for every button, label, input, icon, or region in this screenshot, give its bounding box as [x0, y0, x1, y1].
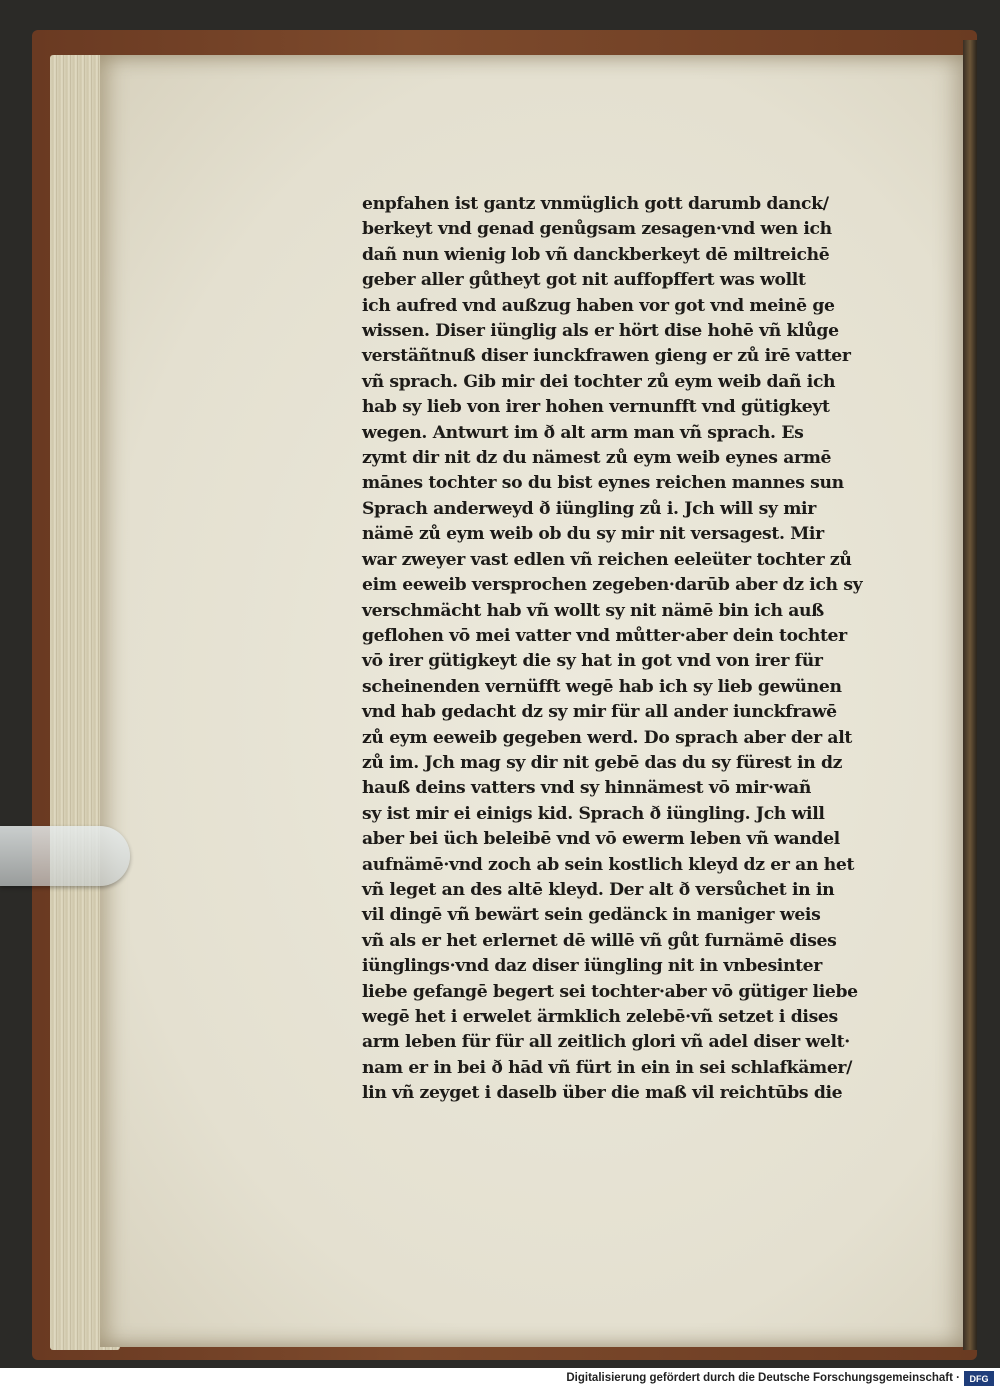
- text-line: dañ nun wienig lob vñ danckberkeyt dē miltreichē: [362, 244, 830, 265]
- text-line: geber aller gůtheyt got nit auffopffert was wollt: [362, 270, 806, 291]
- text-line: vñ als er het erlernet dē willē vñ gůt furnämē dises: [362, 930, 837, 951]
- text-line: war zweyer vast edlen vñ reichen eeleüter tochter zů: [362, 549, 852, 570]
- text-line: verstäñtnuß diser iunckfrawen gieng er zů irē vatter: [362, 346, 851, 367]
- text-line: zů eym eeweib gegeben werd. Do sprach aber der alt: [362, 727, 852, 748]
- text-line: nam er in bei ð hād vñ fürt in ein in sei schlafkämer/: [362, 1057, 853, 1078]
- text-line: wegē het i erwelet ärmklich zelebē·vñ setzet i dises: [362, 1007, 838, 1027]
- text-line: vñ sprach. Gib mir dei tochter zů eym weib dañ ich: [362, 371, 836, 392]
- text-line: vil dingē vñ bewärt sein gedänck in maniger weis: [362, 905, 821, 926]
- text-line: hab sy lieb von irer hohen vernunfft vnd gütigkeyt: [362, 397, 830, 418]
- text-line: arm leben für für all zeitlich glori vñ adel diser welt·: [362, 1032, 850, 1053]
- text-line: liebe gefangē begert sei tochter·aber vō gütiger liebe: [362, 981, 858, 1002]
- credit-footer: [0, 1368, 1000, 1390]
- text-line: geflohen vō mei vatter vnd můtter·aber dein tochter: [362, 625, 847, 646]
- text-line: iünglings·vnd daz diser iüngling nit in vnbesinter: [362, 956, 822, 977]
- text-line: wegen. Antwurt im ð alt arm man vñ sprach. Es: [362, 422, 804, 443]
- text-line: zů im. Jch mag sy dir nit gebē das du sy fürest in dz: [362, 752, 843, 773]
- funding-credit: Digitalisierung gefördert durch die Deutsche Forschungsgemeinschaft ·: [566, 1372, 960, 1384]
- text-line: hauß deins vatters vnd sy hinnämest vō mir·wañ: [362, 778, 811, 799]
- text-line: aber bei üch beleibē vnd vō ewerm leben vñ wandel: [362, 829, 840, 850]
- text-line: Sprach anderweyd ð iüngling zů i. Jch will sy mir: [362, 498, 816, 519]
- text-line: verschmächt hab vñ wollt sy nit nämē bin ich auß: [362, 600, 824, 621]
- text-line: zymt dir nit dz du nämest zů eym weib eynes armē: [362, 448, 832, 469]
- text-line: vñ leget an des altē kleyd. Der alt ð versůchet in in: [362, 879, 835, 900]
- text-line: nämē zů eym weib ob du sy mir nit versagest. Mir: [362, 524, 824, 545]
- text-line: wissen. Diser iünglig als er hört dise hohē vñ klůge: [362, 321, 839, 342]
- text-line: scheinenden vernüfft wegē hab ich sy lieb gewünen: [362, 676, 842, 697]
- dfg-logo: DFG: [964, 1371, 994, 1386]
- text-line: vō irer gütigkeyt die sy hat in got vnd von irer für: [362, 651, 823, 672]
- text-line: lin vñ zeyget i daselb über die maß vil reichtūbs die: [362, 1083, 843, 1104]
- text-line: ich aufred vnd außzug haben vor got vnd meinē ge: [362, 295, 835, 316]
- text-line: eim eeweib versprochen zegeben·darūb aber dz ich sy: [362, 575, 863, 596]
- printed-text-block: [362, 192, 884, 1107]
- book-gutter: [963, 40, 977, 1350]
- text-line: vnd hab gedacht dz sy mir für all ander iunckfrawē: [362, 702, 837, 723]
- text-line: sy ist mir ei einigs kid. Sprach ð iüngling. Jch will: [362, 803, 825, 824]
- page-clip: [0, 826, 130, 886]
- text-line: enpfahen ist gantz vnmüglich gott darumb danck/: [362, 194, 829, 214]
- text-line: mānes tochter so du bist eynes reichen mannes sun: [362, 473, 844, 494]
- text-line: aufnämē·vnd zoch ab sein kostlich kleyd dz er an het: [362, 854, 855, 875]
- text-line: berkeyt vnd genad genůgsam zesagen·vnd wen ich: [362, 219, 832, 240]
